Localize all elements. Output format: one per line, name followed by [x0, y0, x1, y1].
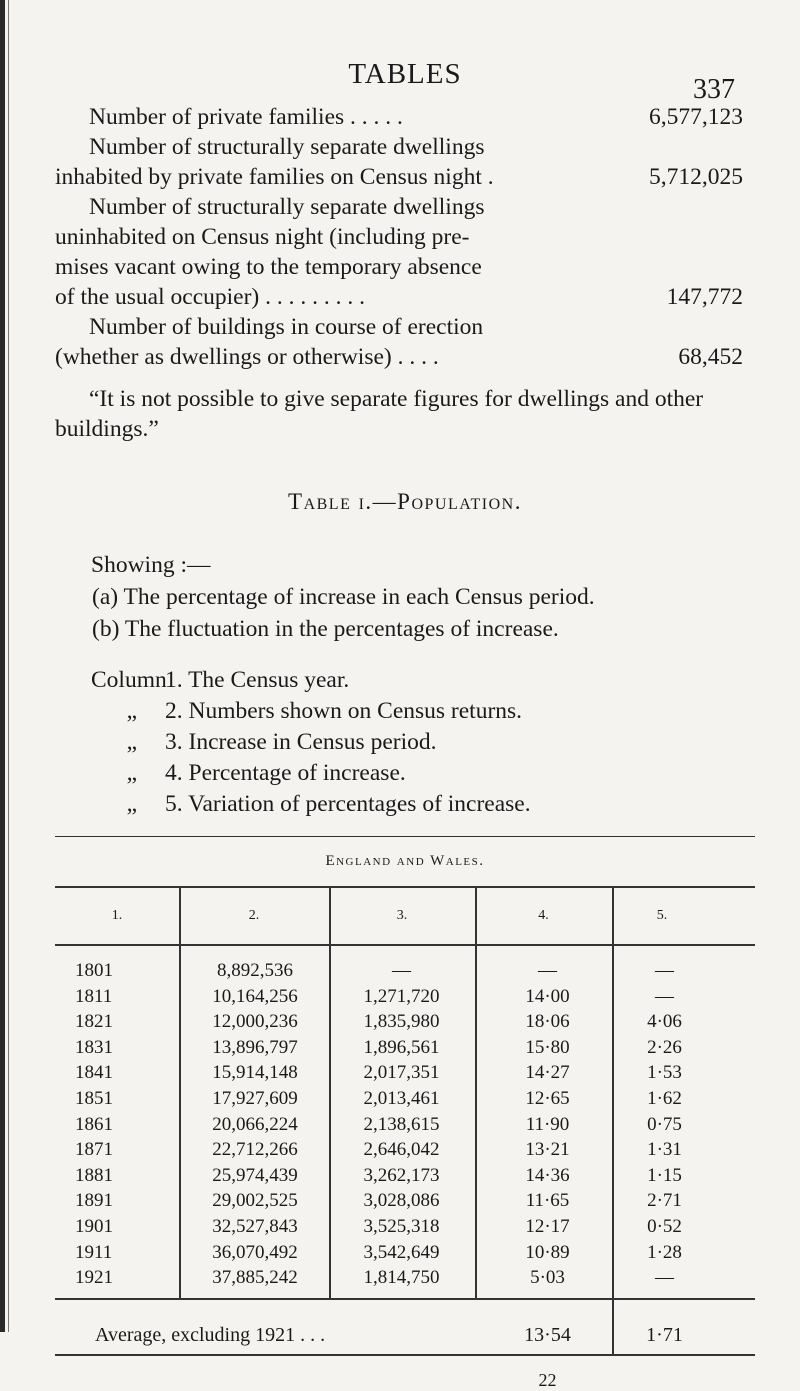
stat-uninhabited-dwellings: [55, 192, 755, 312]
table-cell: —: [655, 960, 674, 981]
col-header: 3.: [396, 908, 408, 923]
table-cell: 0·52: [647, 1216, 682, 1237]
table-cell: 1·28: [647, 1241, 682, 1263]
signature-mark: 22: [538, 1370, 557, 1390]
quote-paragraph: “It is not possible to give separate figures for dwellings and other buildings.”: [55, 386, 704, 442]
table-cell: 12·17: [525, 1216, 570, 1237]
column-desc: [91, 696, 755, 727]
table-cell: 1921: [75, 1267, 113, 1289]
table-rule: [55, 886, 755, 888]
table-cell: 1811: [75, 985, 113, 1007]
table-cell: —: [392, 960, 411, 981]
table-cell: 1,835,980: [363, 1011, 440, 1033]
column-text: 4. Percentage of increase.: [165, 760, 406, 786]
table-cell: —: [655, 1267, 674, 1289]
stat-line: Number of buildings in course of erection: [89, 314, 484, 340]
table-cell: 3,525,318: [363, 1216, 440, 1237]
table-cell: 3,028,086: [363, 1190, 440, 1212]
table-cell: 1871: [75, 1139, 113, 1161]
average-label: Average, excluding 1921 . . .: [95, 1324, 326, 1346]
table-cell: 1,896,561: [363, 1036, 440, 1058]
column-desc: [91, 789, 755, 820]
column-text: 3. Increase in Census period.: [165, 729, 437, 755]
table-cell: 36,070,492: [212, 1241, 298, 1263]
table-cell: 2,138,615: [363, 1113, 440, 1135]
top-rule: [55, 836, 755, 837]
dwelling-stats: [55, 102, 755, 372]
table-row: [55, 1088, 755, 1110]
showing-label: Showing :—: [91, 552, 211, 578]
table-rule: [55, 944, 755, 946]
stat-line: of the usual occupier) . . . . . . . . .: [55, 284, 365, 310]
table-cell: 8,892,536: [217, 960, 293, 981]
table-subtitle: England and Wales.: [325, 853, 485, 869]
table-row: [55, 960, 755, 982]
stat-line: (whether as dwellings or otherwise) . . . .: [55, 344, 439, 370]
column-text: 5. Variation of percentages of increase.: [165, 791, 531, 817]
table-cell: 4·06: [647, 1011, 682, 1033]
stat-value: 6,577,123: [649, 104, 743, 130]
table-row: [55, 1165, 755, 1187]
table-cell: 1861: [75, 1113, 113, 1135]
table-cell: 1881: [75, 1164, 113, 1186]
column-lead: „: [126, 760, 137, 786]
table-cell: 2·71: [647, 1190, 682, 1212]
page-number: 337: [693, 74, 735, 105]
stat-private-families: [55, 102, 755, 132]
table-row: [55, 1242, 755, 1264]
table-rule: [55, 1354, 755, 1356]
table-cell: 2,646,042: [363, 1139, 440, 1161]
table-cell: 1801: [75, 960, 113, 981]
stat-buildings-erection: [55, 312, 755, 372]
table-cell: 11·90: [525, 1113, 570, 1135]
table-cell: 20,066,224: [212, 1113, 298, 1135]
col-header: 2.: [248, 908, 260, 923]
stat-value: 68,452: [678, 344, 743, 370]
binding-edge: [0, 0, 5, 1332]
stat-value: 147,772: [666, 284, 743, 310]
table-row: [55, 1216, 755, 1238]
table-row: [55, 1037, 755, 1059]
table-cell: 10,164,256: [212, 985, 298, 1007]
column-desc: [91, 727, 755, 758]
table-cell: 13·21: [525, 1139, 570, 1161]
average-variation: 1·71: [646, 1324, 683, 1346]
table-row: [55, 1267, 755, 1289]
table-row: [55, 986, 755, 1008]
stat-line: Number of private families . . . . .: [89, 104, 403, 130]
column-lead: „: [126, 791, 137, 817]
table-row: [55, 1062, 755, 1084]
running-title: TABLES: [348, 58, 462, 90]
table-cell: 1901: [75, 1216, 113, 1237]
table-cell: 11·65: [525, 1190, 570, 1212]
table-cell: 14·27: [525, 1062, 570, 1084]
table-cell: 1·62: [647, 1088, 682, 1109]
stat-line: Number of structurally separate dwellings: [89, 194, 485, 220]
column-text: 1. The Census year.: [165, 667, 350, 693]
table-cell: 3,542,649: [363, 1241, 440, 1263]
table-cell: 2,013,461: [363, 1088, 440, 1109]
stat-line: inhabited by private families on Census night .: [55, 164, 494, 190]
table-cell: 5·03: [530, 1267, 565, 1289]
table-cell: 22,712,266: [212, 1139, 298, 1161]
table-cell: 1851: [75, 1088, 113, 1109]
table-cell: 37,885,242: [212, 1267, 298, 1289]
stat-line: uninhabited on Census night (including pre-: [55, 224, 470, 250]
table-cell: 18·06: [525, 1011, 570, 1033]
col-header: 1.: [111, 908, 123, 923]
table-cell: 25,974,439: [212, 1164, 298, 1186]
table-cell: —: [538, 960, 557, 981]
column-lead: „: [126, 698, 137, 724]
running-header: [55, 38, 755, 105]
table-cell: 1831: [75, 1036, 113, 1058]
page: [55, 38, 755, 1390]
table-cell: 1821: [75, 1011, 113, 1033]
table-cell: 14·36: [525, 1164, 570, 1186]
table-cell: 1911: [75, 1241, 113, 1263]
table-cell: 15,914,148: [212, 1062, 298, 1084]
table-cell: 15·80: [525, 1036, 570, 1058]
column-descriptions: [91, 665, 755, 820]
table-rule: [55, 1298, 755, 1300]
stat-line: Number of structurally separate dwellings: [89, 134, 485, 160]
table-cell: 12,000,236: [212, 1011, 298, 1033]
binding-edge-line: [8, 0, 9, 1332]
table-cell: 14·00: [525, 985, 570, 1007]
column-lead: „: [126, 729, 137, 755]
column-desc: [91, 758, 755, 789]
table-cell: 0·75: [647, 1113, 682, 1135]
table-cell: 1891: [75, 1190, 113, 1212]
column-desc: [91, 665, 755, 696]
stat-line: mises vacant owing to the temporary absence: [55, 254, 482, 280]
table-cell: 2·26: [647, 1036, 682, 1058]
table-row: [55, 1114, 755, 1136]
table-cell: 1841: [75, 1062, 113, 1084]
table-cell: —: [655, 985, 674, 1007]
table-cell: 3,262,173: [363, 1164, 440, 1186]
average-percentage: 13·54: [524, 1324, 571, 1346]
table-cell: 1,814,750: [363, 1267, 440, 1289]
table-cell: 12·65: [525, 1088, 570, 1109]
table-row: [55, 1139, 755, 1161]
column-lead: Column: [91, 667, 167, 693]
table-cell: 29,002,525: [212, 1190, 298, 1212]
showing-item-a: (a) The percentage of increase in each Census period.: [92, 584, 595, 610]
table-cell: 1·15: [647, 1164, 682, 1186]
table-cell: 1·53: [647, 1062, 682, 1084]
table-cell: 1,271,720: [363, 985, 440, 1007]
table-cell: 1·31: [647, 1139, 682, 1161]
table-row: [55, 1011, 755, 1033]
stat-value: 5,712,025: [649, 164, 743, 190]
table-cell: 10·89: [525, 1241, 570, 1263]
table-title: Table i.—Population.: [288, 489, 522, 514]
showing-block: [91, 549, 755, 645]
table-cell: 13,896,797: [212, 1036, 298, 1058]
stat-inhabited-dwellings: [55, 132, 755, 192]
table-row: [55, 1190, 755, 1212]
column-text: 2. Numbers shown on Census returns.: [165, 698, 523, 724]
population-table: [55, 884, 755, 1390]
showing-item-b: (b) The fluctuation in the percentages of increase.: [92, 616, 559, 642]
table-cell: 2,017,351: [363, 1062, 440, 1084]
table-cell: 17,927,609: [212, 1088, 298, 1109]
table-cell: 32,527,843: [212, 1216, 298, 1237]
col-header: 4.: [538, 908, 549, 923]
col-header: 5.: [656, 908, 668, 923]
